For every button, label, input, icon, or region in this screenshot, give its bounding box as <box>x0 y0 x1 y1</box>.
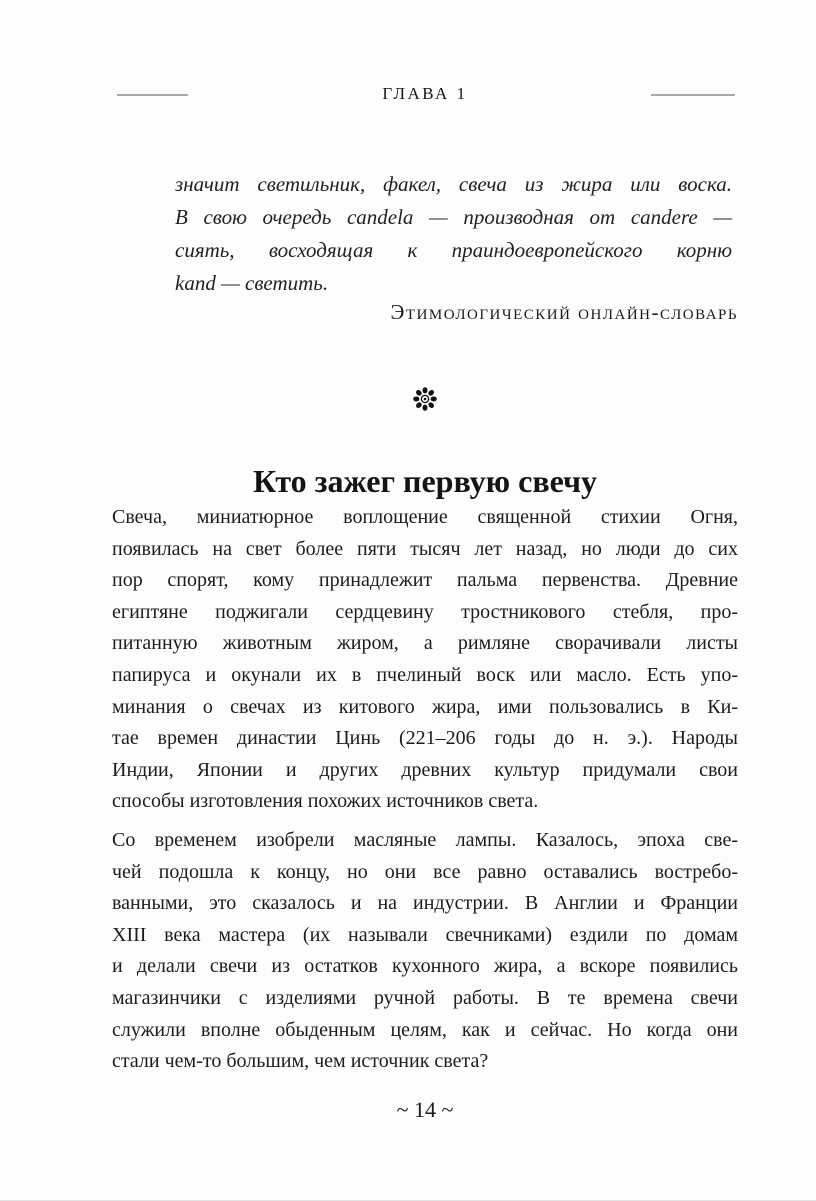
text-line: чей подошла к концу, но они все равно оставались востребо- <box>112 860 738 883</box>
body-paragraph-2 <box>112 825 738 1078</box>
text-line: XIII века мастера (их называли свечниками) ездили по домам <box>112 923 738 946</box>
text-line: В свою очередь candela — производная от candere — <box>175 205 732 229</box>
epigraph <box>175 168 732 300</box>
flower-asterisk-icon <box>410 401 440 418</box>
header-rule-left <box>117 94 188 96</box>
text-line: ванными, это сказалось и на индустрии. В Англии и Франции <box>112 892 738 915</box>
text-line: Индии, Японии и других древних культур придумали свои <box>112 758 738 781</box>
text-line: египтяне поджигали сердцевину тростникового стебля, про- <box>112 600 738 623</box>
section-ornament <box>112 384 738 419</box>
epigraph-attribution: Этимологический онлайн-словарь <box>390 300 738 324</box>
text-line: способы изготовления похожих источников света. <box>112 790 539 813</box>
text-line: магазинчики с изделиями ручной работы. В те времена свечи <box>112 986 738 1009</box>
text-line: пор спорят, кому принадлежит пальма первенства. Древние <box>112 569 738 592</box>
text-line: kand — светить. <box>175 271 329 295</box>
text-line: значит светильник, факел, свеча из жира или воска. <box>175 172 732 196</box>
text-line: минания о свечах из китового жира, ими пользовались в Ки- <box>112 695 738 718</box>
text-line: Со временем изобрели масляные лампы. Казалось, эпоха све- <box>112 829 738 851</box>
text-line: служили вполне обыденным целям, как и сейчас. Но когда они <box>112 1018 738 1041</box>
text-line: стали чем-то большим, чем источник света? <box>112 1050 489 1073</box>
header-rule-right <box>651 94 735 96</box>
text-line: и делали свечи из остатков кухонного жира, а вскоре появились <box>112 955 738 978</box>
text-line: тае времен династии Цинь (221–206 годы до н. э.). Народы <box>112 727 738 750</box>
chapter-heading: Кто зажег первую свечу <box>252 463 598 500</box>
text-line: сиять, восходящая к праиндоевропейского корню <box>175 238 732 262</box>
chapter-title: ГЛАВА 1 <box>382 84 468 103</box>
page-number: ~ 14 ~ <box>396 1097 454 1122</box>
text-line: питанную животным жиром, а римляне сворачивали листы <box>112 632 738 655</box>
body-paragraph-1 <box>112 502 738 818</box>
text-line: появилась на свет более пяти тысяч лет назад, но люди до сих <box>112 537 738 560</box>
text-line: папируса и окунали их в пчелиный воск или масло. Есть упо- <box>112 663 738 686</box>
chapter-header <box>112 82 738 106</box>
text-line: Свеча, миниатюрное воплощение священной стихии Огня, <box>112 506 738 528</box>
